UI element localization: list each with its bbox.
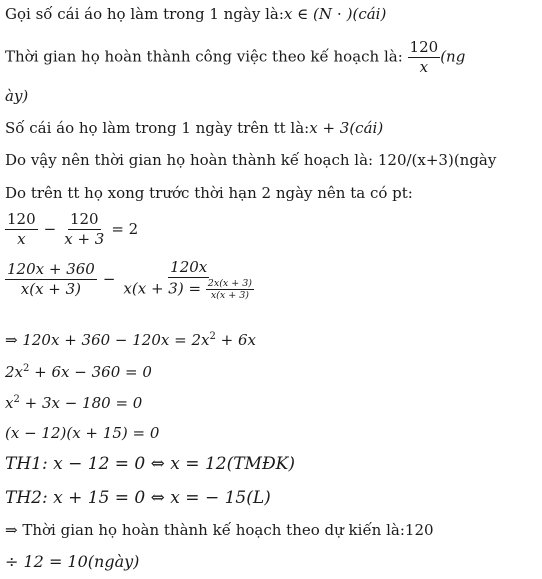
- define-x-text: Gọi số cái áo họ làm trong 1 ngày là:: [5, 5, 284, 23]
- line-equation: [5, 210, 138, 249]
- line-expand: [5, 330, 256, 350]
- actual-rate-math: x + 3(cái): [309, 119, 384, 137]
- line-case-2: [5, 488, 271, 508]
- line-define-x: [5, 4, 386, 24]
- line-actual-rate: [5, 118, 383, 138]
- quadratic-tail: + 3x − 180 = 0: [19, 394, 143, 412]
- common-fraction-1: [5, 260, 97, 299]
- line-quadratic-2: [5, 393, 142, 413]
- define-x-math: x ∈ (N ⋅ )(cái): [283, 5, 387, 23]
- line-actual-time: [5, 150, 496, 170]
- line-case-1: [5, 454, 295, 474]
- case-2-math: TH2: x + 15 = 0 ⇔ x = − 15(L): [5, 488, 271, 508]
- numerator: 120x: [170, 258, 208, 276]
- final-answer-math: ÷ 12 = 10(ngày): [5, 552, 140, 571]
- line-conclusion: [5, 520, 434, 540]
- exponent: 2: [23, 363, 30, 374]
- planned-time-text: Thời gian họ hoàn thành công việc theo kế hoạch là:: [5, 47, 403, 66]
- expand-tail: + 6x: [215, 331, 256, 349]
- expand-math: ⇒ 120x + 360 − 120x = 2x: [5, 331, 210, 349]
- minus-sign: −: [102, 269, 116, 288]
- equation-fraction-2: [62, 210, 106, 249]
- planned-time-fraction: [408, 38, 441, 77]
- minus-sign: −: [43, 219, 57, 238]
- line-planned-time: [5, 38, 465, 77]
- equation-fraction-1: [5, 210, 38, 249]
- line-common-denominator: [5, 258, 256, 301]
- factored-math: (x − 12)(x + 15) = 0: [5, 424, 160, 442]
- common-fraction-2: [121, 258, 256, 301]
- exponent: 2: [209, 331, 216, 342]
- numerator: 120: [7, 210, 36, 228]
- fraction-denominator: x: [419, 58, 429, 76]
- denominator: [121, 278, 256, 301]
- actual-time-text: Do vậy nên thời gian họ hoàn thành kế hoạch là: 120/(x+3)(ngày: [5, 151, 497, 169]
- numerator: 120x + 360: [7, 260, 95, 278]
- nested-fraction: [206, 278, 254, 301]
- line-factored: [5, 423, 159, 443]
- line-planned-time-unit-cont: [5, 86, 28, 106]
- equation-intro-text: Do trên tt họ xong trước thời hạn 2 ngày nên ta có pt:: [5, 184, 413, 202]
- quadratic-math: x: [5, 394, 14, 412]
- numerator: 120: [69, 210, 99, 228]
- fraction-numerator: 120: [409, 38, 439, 56]
- line-final-answer: [5, 552, 139, 572]
- nested-numerator: 2x(x + 3): [207, 278, 253, 289]
- line-equation-intro: [5, 183, 413, 203]
- exponent: 2: [13, 394, 20, 405]
- conclusion-text: ⇒ Thời gian họ hoàn thành kế hoạch theo dự kiến là:120: [5, 521, 434, 539]
- planned-time-unit: (ng: [440, 47, 466, 66]
- unit-continuation: ày): [5, 87, 29, 105]
- equals-two: = 2: [111, 219, 139, 238]
- denominator: x: [17, 230, 26, 248]
- quadratic-tail: + 6x − 360 = 0: [29, 363, 152, 381]
- denominator: x(x + 3): [20, 280, 82, 298]
- nested-denominator: x(x + 3): [210, 290, 249, 301]
- line-quadratic-1: [5, 362, 152, 382]
- quadratic-math: 2x: [5, 363, 24, 381]
- denominator-text: x(x + 3) =: [123, 279, 202, 298]
- case-1-math: TH1: x − 12 = 0 ⇔ x = 12(TMĐK): [5, 454, 296, 474]
- denominator: x + 3: [64, 230, 105, 248]
- actual-rate-text: Số cái áo họ làm trong 1 ngày trên tt là:: [5, 119, 310, 137]
